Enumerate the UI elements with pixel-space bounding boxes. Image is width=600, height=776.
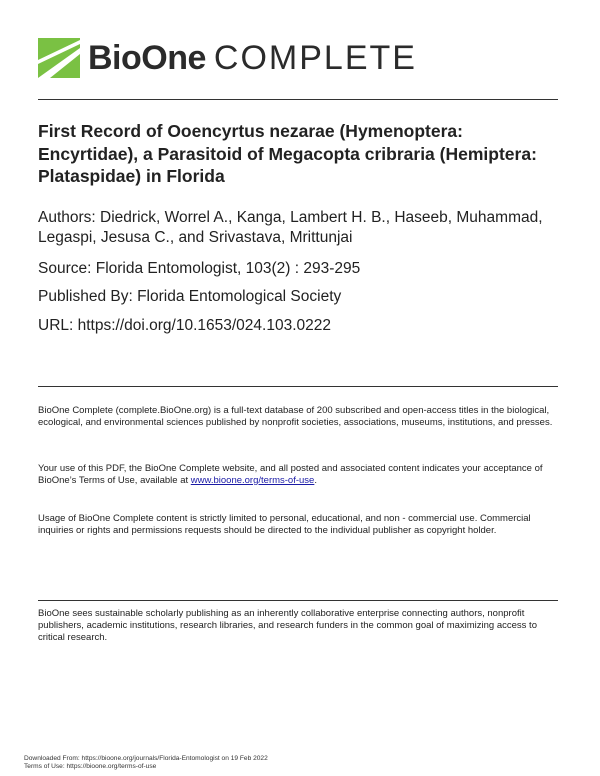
terms-notice-suffix: . xyxy=(314,474,317,486)
terms-notice-prefix: Your use of this PDF, the BioOne Complete website, and all posted and associated content indicates your acceptance of BioOne’s Terms of Use, available at xyxy=(38,463,543,486)
article-title: First Record of Ooencyrtus nezarae (Hymenoptera: Encyrtidae), a Parasitoid of Megacopta cribraria (Hemiptera: Plataspidae) in Florida xyxy=(38,121,537,186)
mission-statement: BioOne sees sustainable scholarly publishing as an inherently collaborative enterprise connecting authors, nonprofit publishers, academic institutions, research libraries, and research funders in the common goal of maximizing access to critical research. xyxy=(38,608,537,643)
terms-of-use-link[interactable]: www.bioone.org/terms-of-use xyxy=(190,474,315,486)
article-url[interactable]: URL: https://doi.org/10.1653/024.103.0222 xyxy=(38,317,331,334)
article-publisher: Published By: Florida Entomological Society xyxy=(38,288,342,305)
about-notice: BioOne Complete (complete.BioOne.org) is a full-text database of 200 subscribed and open-access titles in the biological, ecological, and environmental sciences published by nonprofit societies, associations, museums, institutions, and presses. xyxy=(38,405,553,428)
notices-divider xyxy=(38,386,558,387)
bioone-complete-logo xyxy=(38,38,417,78)
terms-notice xyxy=(38,463,563,487)
header-divider xyxy=(38,99,558,100)
footer-downloaded: Downloaded From: https://bioone.org/journals/Florida-Entomologist on 19 Feb 2022 xyxy=(24,755,268,762)
footer-terms: Terms of Use: https://bioone.org/terms-of-use xyxy=(24,763,157,770)
usage-notice: Usage of BioOne Complete content is strictly limited to personal, educational, and non - commercial use. Commercial inquiries or rights and permissions requests should be directed to the individual publisher as copyright holder. xyxy=(38,513,531,536)
article-source: Source: Florida Entomologist, 103(2) : 293-295 xyxy=(38,260,361,277)
article-authors: Authors: Diedrick, Worrel A., Kanga, Lambert H. B., Haseeb, Muhammad, Legaspi, Jesusa C., and Srivastava, Mrittunjai xyxy=(38,209,543,246)
mission-divider xyxy=(38,600,558,601)
logo-bioone-text: BioOne xyxy=(88,39,206,77)
logo-wordmark xyxy=(88,38,417,78)
logo-complete-text: COMPLETE xyxy=(213,39,417,77)
bioone-leaf-logo-icon xyxy=(38,38,80,78)
